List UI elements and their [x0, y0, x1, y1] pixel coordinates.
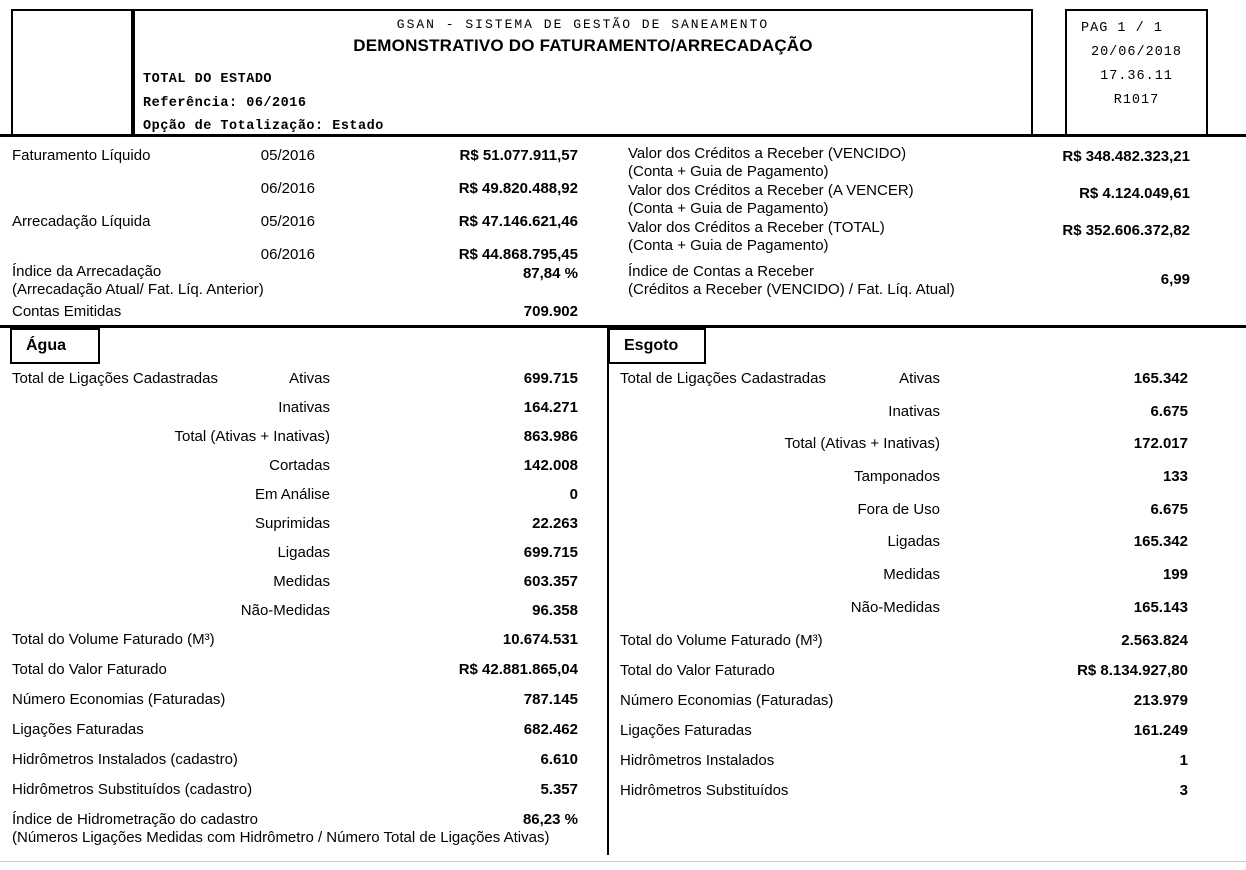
water-sewage-section — [0, 328, 1246, 870]
row-value: 1 — [1179, 751, 1188, 769]
row-value: R$ 42.881.865,04 — [458, 661, 578, 678]
table-row — [0, 481, 608, 510]
row-sublabel: Em Análise — [254, 486, 330, 503]
row-label: Índice de Contas a Receber — [628, 263, 814, 280]
row-note: (Números Ligações Medidas com Hidrômetro / Número Total de Ligações Ativas) — [12, 829, 550, 846]
page-number: PAG 1 / 1 — [1081, 21, 1163, 36]
row-label: Número Economias (Faturadas) — [12, 691, 226, 708]
row-value: 96.358 — [532, 602, 578, 619]
row-value: R$ 352.606.372,82 — [1062, 222, 1190, 239]
row-label: Total do Valor Faturado — [12, 661, 167, 678]
row-sublabel: Medidas — [883, 566, 940, 584]
scope-line: TOTAL DO ESTADO — [143, 72, 273, 87]
row-sublabel: Suprimidas — [254, 515, 330, 532]
row-sublabel: (Conta + Guia de Pagamento) — [628, 163, 829, 180]
row-value: R$ 4.124.049,61 — [1079, 185, 1190, 202]
header-main-box — [133, 9, 1033, 134]
row-label: Total do Volume Faturado (M³) — [620, 631, 823, 649]
row-value: 6,99 — [1160, 271, 1190, 288]
row-sublabel: Cortadas — [269, 457, 330, 474]
table-row — [0, 452, 608, 481]
row-value: 0 — [569, 486, 578, 503]
table-row — [608, 496, 1246, 529]
row-value: 142.008 — [523, 457, 578, 474]
table-row — [0, 182, 1246, 217]
row-label: Contas Emitidas — [12, 303, 122, 320]
row-sublabel: Ativas — [899, 370, 940, 387]
table-row — [608, 777, 1246, 807]
row-sublabel: Tamponados — [854, 468, 940, 486]
row-note: (Arrecadação Atual/ Fat. Líq. Anterior) — [12, 281, 264, 298]
table-row — [0, 746, 608, 776]
table-row — [0, 539, 608, 568]
report-time: 17.36.11 — [1100, 69, 1173, 84]
row-value: R$ 49.820.488,92 — [458, 180, 578, 197]
table-row — [608, 747, 1246, 777]
row-label: Faturamento Líquido — [12, 147, 151, 164]
row-value: 6.610 — [540, 751, 578, 768]
row-value: 22.263 — [532, 515, 578, 532]
table-row — [608, 627, 1246, 657]
row-value: R$ 348.482.323,21 — [1062, 148, 1190, 165]
row-value: R$ 44.868.795,45 — [458, 246, 578, 263]
row-period: 05/2016 — [260, 147, 315, 164]
page-bottom-line — [0, 861, 1246, 862]
row-sublabel: Ligadas — [277, 544, 330, 561]
row-period: 06/2016 — [260, 246, 315, 263]
table-row — [0, 394, 608, 423]
water-rows — [0, 365, 608, 854]
section-title: Água — [26, 337, 66, 354]
row-value: 133 — [1162, 468, 1188, 486]
row-period: 06/2016 — [260, 180, 315, 197]
row-label: Hidrômetros Instalados — [620, 751, 775, 769]
totalization-line: Opção de Totalização: Estado — [143, 119, 384, 134]
table-row — [0, 686, 608, 716]
row-value: 87,84 % — [522, 265, 578, 282]
row-value: 165.342 — [1133, 370, 1188, 387]
row-value: 863.986 — [523, 428, 578, 445]
row-value: 10.674.531 — [502, 631, 578, 648]
row-value: 699.715 — [523, 370, 578, 387]
table-row — [608, 463, 1246, 496]
table-row — [0, 656, 608, 686]
table-row — [0, 510, 608, 539]
row-value: 6.675 — [1150, 402, 1188, 420]
row-value: 787.145 — [523, 691, 578, 708]
row-value: 165.342 — [1133, 533, 1188, 551]
row-value: 161.249 — [1133, 721, 1188, 739]
row-value: 682.462 — [523, 721, 578, 738]
table-row — [0, 145, 1246, 180]
row-sublabel: Não-Medidas — [240, 602, 330, 619]
summary-section — [0, 137, 1246, 325]
row-value: 213.979 — [1133, 691, 1188, 709]
row-sublabel: Não-Medidas — [850, 598, 940, 616]
row-label: Valor dos Créditos a Receber (VENCIDO) — [628, 145, 907, 162]
row-label: Arrecadação Líquida — [12, 213, 151, 230]
table-row — [608, 687, 1246, 717]
row-label: Total de Ligações Cadastradas — [12, 370, 218, 387]
row-value: 164.271 — [523, 399, 578, 416]
table-row — [0, 365, 608, 394]
water-section-title-box — [10, 328, 100, 364]
page-title: DEMONSTRATIVO DO FATURAMENTO/ARRECADAÇÃO — [353, 36, 813, 55]
row-label: Total do Valor Faturado — [620, 661, 775, 679]
section-title: Esgoto — [624, 337, 679, 354]
row-value: 6.675 — [1150, 500, 1188, 518]
row-label: Valor dos Créditos a Receber (TOTAL) — [628, 219, 885, 236]
table-row — [608, 430, 1246, 463]
logo-box — [11, 9, 133, 134]
system-title: GSAN - SISTEMA DE GESTÃO DE SANEAMENTO — [396, 17, 770, 32]
row-value: 709.902 — [523, 303, 578, 320]
header-meta — [143, 68, 1031, 139]
sewage-section-title-box — [608, 328, 706, 364]
table-row — [608, 398, 1246, 431]
table-row — [608, 528, 1246, 561]
row-label: Hidrômetros Substituídos — [620, 781, 789, 799]
table-row — [0, 219, 1246, 254]
row-value: 172.017 — [1133, 435, 1188, 453]
row-label: Índice da Arrecadação — [12, 263, 162, 280]
table-row — [0, 597, 608, 626]
row-label: Número Economias (Faturadas) — [620, 691, 834, 709]
table-row — [0, 716, 608, 746]
row-label: Ligações Faturadas — [620, 721, 752, 739]
table-row — [0, 568, 608, 597]
row-period: 05/2016 — [260, 213, 315, 230]
row-sublabel: (Conta + Guia de Pagamento) — [628, 237, 829, 254]
table-row — [608, 594, 1246, 627]
row-value: 699.715 — [523, 544, 578, 561]
table-row — [0, 626, 608, 656]
report-code: R1017 — [1113, 93, 1160, 108]
row-value: 3 — [1179, 781, 1188, 799]
table-row — [608, 365, 1246, 398]
row-label: Hidrômetros Instalados (cadastro) — [12, 751, 238, 768]
row-sublabel: Medidas — [273, 573, 330, 590]
table-row — [608, 717, 1246, 747]
row-value: 603.357 — [523, 573, 578, 590]
table-row — [0, 423, 608, 452]
row-value: R$ 51.077.911,57 — [459, 147, 578, 164]
table-row — [0, 806, 608, 854]
row-value: 165.143 — [1133, 598, 1188, 616]
row-sublabel: (Conta + Guia de Pagamento) — [628, 200, 829, 217]
row-value: 2.563.824 — [1121, 631, 1188, 649]
row-value: R$ 47.146.621,46 — [458, 213, 578, 230]
table-row — [608, 561, 1246, 594]
row-sublabel: Inativas — [278, 399, 330, 416]
row-sublabel: Ligadas — [887, 533, 940, 551]
bills-issued-row — [0, 303, 1246, 323]
page-info-box — [1065, 9, 1208, 134]
row-value: 199 — [1162, 566, 1188, 584]
row-value: 86,23 % — [522, 811, 578, 828]
row-sublabel: Total (Ativas + Inativas) — [784, 435, 940, 453]
row-label: Valor dos Créditos a Receber (A VENCER) — [628, 182, 914, 199]
table-row — [0, 776, 608, 806]
row-label: Ligações Faturadas — [12, 721, 144, 738]
row-label: Índice de Hidrometração do cadastro — [12, 811, 258, 828]
row-sublabel: Total (Ativas + Inativas) — [174, 428, 330, 445]
row-sublabel: Ativas — [289, 370, 330, 387]
receivables-index-row — [0, 263, 1246, 303]
row-label: Total de Ligações Cadastradas — [620, 370, 826, 387]
row-label: Hidrômetros Substituídos (cadastro) — [12, 781, 253, 798]
sewage-rows — [608, 365, 1246, 807]
reference-line: Referência: 06/2016 — [143, 95, 307, 111]
row-sublabel: Inativas — [888, 402, 940, 420]
row-sublabel: Fora de Uso — [857, 500, 940, 518]
row-label: Total do Volume Faturado (M³) — [12, 631, 215, 648]
table-row — [608, 657, 1246, 687]
row-note: (Créditos a Receber (VENCIDO) / Fat. Líq. Atual) — [628, 281, 955, 298]
row-value: R$ 8.134.927,80 — [1077, 661, 1188, 679]
report-date: 20/06/2018 — [1090, 45, 1182, 60]
row-value: 5.357 — [540, 781, 578, 798]
